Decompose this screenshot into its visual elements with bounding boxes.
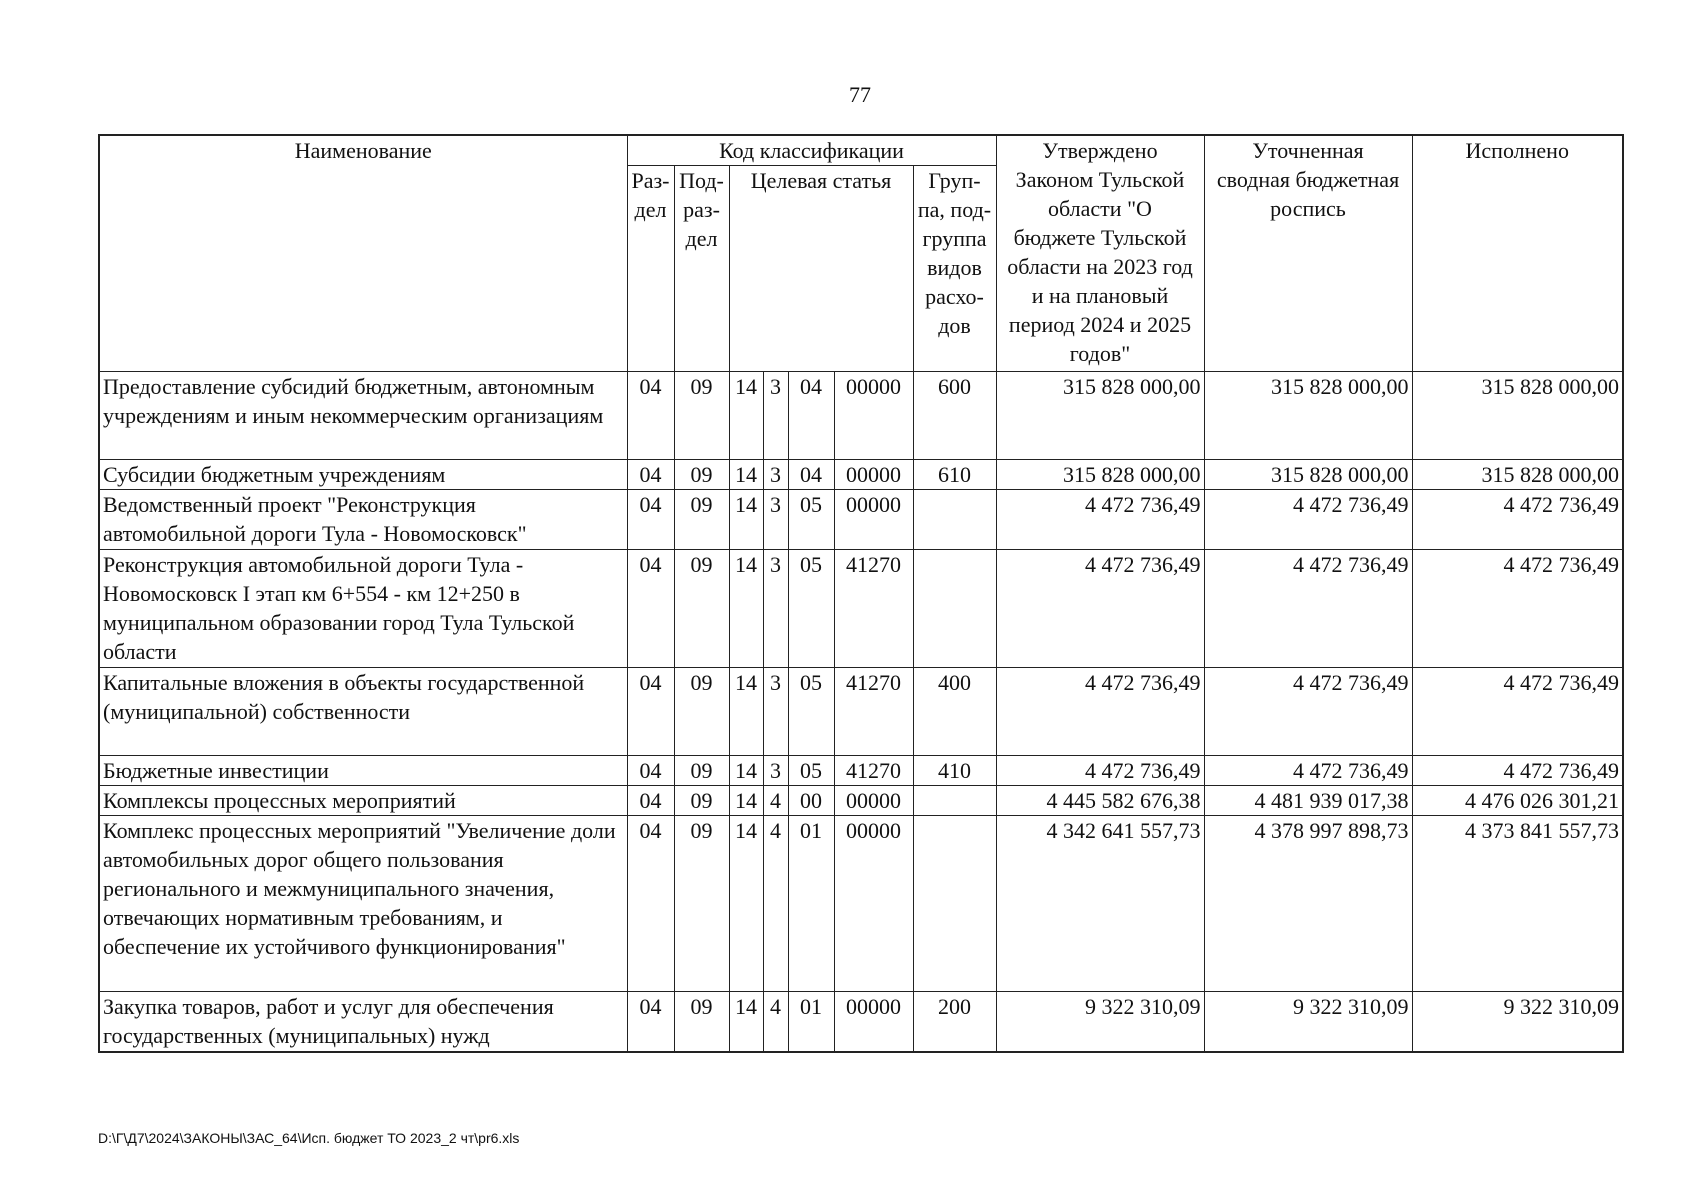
row-target-program: 14: [729, 668, 763, 756]
row-refined: 4 472 736,49: [1204, 756, 1412, 786]
table-row: [99, 816, 1623, 992]
row-executed: 9 322 310,09: [1412, 992, 1623, 1052]
row-target-type: 3: [763, 668, 788, 756]
row-razdel: 04: [627, 786, 674, 816]
row-approved: 315 828 000,00: [996, 372, 1204, 460]
row-approved: 4 445 582 676,38: [996, 786, 1204, 816]
row-target-direction: 00000: [834, 816, 913, 992]
row-target-type: 3: [763, 550, 788, 668]
header-code: Код классификации: [627, 135, 996, 166]
row-podrazdel: 09: [674, 460, 729, 490]
row-target-direction: 00000: [834, 786, 913, 816]
row-target-sub: 05: [788, 668, 834, 756]
row-expense-group: 400: [913, 668, 996, 756]
row-name: Субсидии бюджетным учреждениям: [99, 460, 627, 490]
row-approved: 4 472 736,49: [996, 668, 1204, 756]
row-name: Комплексы процессных мероприятий: [99, 786, 627, 816]
row-executed: 4 373 841 557,73: [1412, 816, 1623, 992]
row-razdel: 04: [627, 756, 674, 786]
row-target-type: 3: [763, 756, 788, 786]
row-razdel: 04: [627, 816, 674, 992]
row-razdel: 04: [627, 992, 674, 1052]
row-target-sub: 01: [788, 992, 834, 1052]
row-target-program: 14: [729, 372, 763, 460]
row-refined: 4 481 939 017,38: [1204, 786, 1412, 816]
row-razdel: 04: [627, 550, 674, 668]
row-refined: 4 472 736,49: [1204, 550, 1412, 668]
header-target: Целевая статья: [729, 166, 913, 372]
table-row: [99, 992, 1623, 1052]
row-refined: 9 322 310,09: [1204, 992, 1412, 1052]
header-group: Груп- па, под- группа видов расхо- дов: [913, 166, 996, 372]
header-razdel: Раз- дел: [627, 166, 674, 372]
row-target-sub: 01: [788, 816, 834, 992]
row-target-program: 14: [729, 490, 763, 550]
row-name: Реконструкция автомобильной дороги Тула - Новомосковск I этап км 6+554 - км 12+250 в муниципальном образовании город Тула Тульской области: [99, 550, 627, 668]
row-target-direction: 00000: [834, 490, 913, 550]
row-target-direction: 41270: [834, 668, 913, 756]
row-podrazdel: 09: [674, 490, 729, 550]
row-target-type: 3: [763, 460, 788, 490]
row-name: Капитальные вложения в объекты государственной (муниципальной) собственности: [99, 668, 627, 756]
row-executed: 4 476 026 301,21: [1412, 786, 1623, 816]
row-executed: 315 828 000,00: [1412, 372, 1623, 460]
table-row: [99, 490, 1623, 550]
row-refined: 4 378 997 898,73: [1204, 816, 1412, 992]
row-razdel: 04: [627, 668, 674, 756]
row-podrazdel: 09: [674, 816, 729, 992]
row-target-sub: 05: [788, 490, 834, 550]
row-name: Ведомственный проект "Реконструкция автомобильной дороги Тула - Новомосковск": [99, 490, 627, 550]
row-target-sub: 04: [788, 372, 834, 460]
row-executed: 4 472 736,49: [1412, 756, 1623, 786]
row-expense-group: [913, 786, 996, 816]
row-expense-group: [913, 816, 996, 992]
row-executed: 315 828 000,00: [1412, 460, 1623, 490]
row-approved: 4 472 736,49: [996, 550, 1204, 668]
row-target-program: 14: [729, 786, 763, 816]
header-approved: Утверждено Законом Тульской области "О бюджете Тульской области на 2023 год и на плановый период 2024 и 2025 годов": [996, 135, 1204, 372]
budget-table: [98, 134, 1624, 1053]
row-name: Бюджетные инвестиции: [99, 756, 627, 786]
table-row: [99, 460, 1623, 490]
row-expense-group: 600: [913, 372, 996, 460]
row-razdel: 04: [627, 460, 674, 490]
row-name: Предоставление субсидий бюджетным, автономным учреждениям и иным некоммерческим организациям: [99, 372, 627, 460]
row-target-sub: 05: [788, 756, 834, 786]
row-target-sub: 05: [788, 550, 834, 668]
header-podrazdel: Под- раз- дел: [674, 166, 729, 372]
row-approved: 4 342 641 557,73: [996, 816, 1204, 992]
row-target-program: 14: [729, 460, 763, 490]
row-target-direction: 41270: [834, 756, 913, 786]
header-executed: Исполнено: [1412, 135, 1623, 372]
row-refined: 315 828 000,00: [1204, 460, 1412, 490]
table-row: [99, 668, 1623, 756]
page-number: 77: [849, 82, 871, 107]
row-podrazdel: 09: [674, 372, 729, 460]
row-target-program: 14: [729, 816, 763, 992]
row-target-sub: 04: [788, 460, 834, 490]
header-refined: Уточненная сводная бюджетная роспись: [1204, 135, 1412, 372]
row-approved: 315 828 000,00: [996, 460, 1204, 490]
row-expense-group: [913, 550, 996, 668]
row-refined: 315 828 000,00: [1204, 372, 1412, 460]
row-podrazdel: 09: [674, 668, 729, 756]
footer-file-path: D:\Г\Д7\2024\ЗАКОНЫ\ЗАС_64\Исп. бюджет ТО 2023_2 чт\pr6.xls: [98, 1130, 520, 1146]
row-name: Комплекс процессных мероприятий "Увеличение доли автомобильных дорог общего пользования регионального и межмуниципального значения, отвечающих нормативным требованиям, и обеспечение их устойчивого функционирования": [99, 816, 627, 992]
table-row: [99, 786, 1623, 816]
row-approved: 4 472 736,49: [996, 756, 1204, 786]
row-podrazdel: 09: [674, 756, 729, 786]
row-target-type: 4: [763, 992, 788, 1052]
row-expense-group: 200: [913, 992, 996, 1052]
row-target-type: 3: [763, 372, 788, 460]
row-target-sub: 00: [788, 786, 834, 816]
table-row: [99, 550, 1623, 668]
row-expense-group: [913, 490, 996, 550]
row-name: Закупка товаров, работ и услуг для обеспечения государственных (муниципальных) нужд: [99, 992, 627, 1052]
row-refined: 4 472 736,49: [1204, 490, 1412, 550]
row-podrazdel: 09: [674, 786, 729, 816]
row-target-type: 3: [763, 490, 788, 550]
header-name: Наименование: [99, 135, 627, 372]
row-expense-group: 610: [913, 460, 996, 490]
row-razdel: 04: [627, 490, 674, 550]
row-approved: 4 472 736,49: [996, 490, 1204, 550]
row-expense-group: 410: [913, 756, 996, 786]
row-target-type: 4: [763, 816, 788, 992]
row-target-program: 14: [729, 992, 763, 1052]
row-refined: 4 472 736,49: [1204, 668, 1412, 756]
row-podrazdel: 09: [674, 992, 729, 1052]
row-target-program: 14: [729, 550, 763, 668]
table-row: [99, 756, 1623, 786]
row-target-direction: 00000: [834, 372, 913, 460]
row-executed: 4 472 736,49: [1412, 490, 1623, 550]
row-target-direction: 00000: [834, 992, 913, 1052]
row-razdel: 04: [627, 372, 674, 460]
row-approved: 9 322 310,09: [996, 992, 1204, 1052]
row-target-direction: 41270: [834, 550, 913, 668]
row-executed: 4 472 736,49: [1412, 668, 1623, 756]
row-target-program: 14: [729, 756, 763, 786]
row-podrazdel: 09: [674, 550, 729, 668]
row-target-type: 4: [763, 786, 788, 816]
row-target-direction: 00000: [834, 460, 913, 490]
table-row: [99, 372, 1623, 460]
row-executed: 4 472 736,49: [1412, 550, 1623, 668]
